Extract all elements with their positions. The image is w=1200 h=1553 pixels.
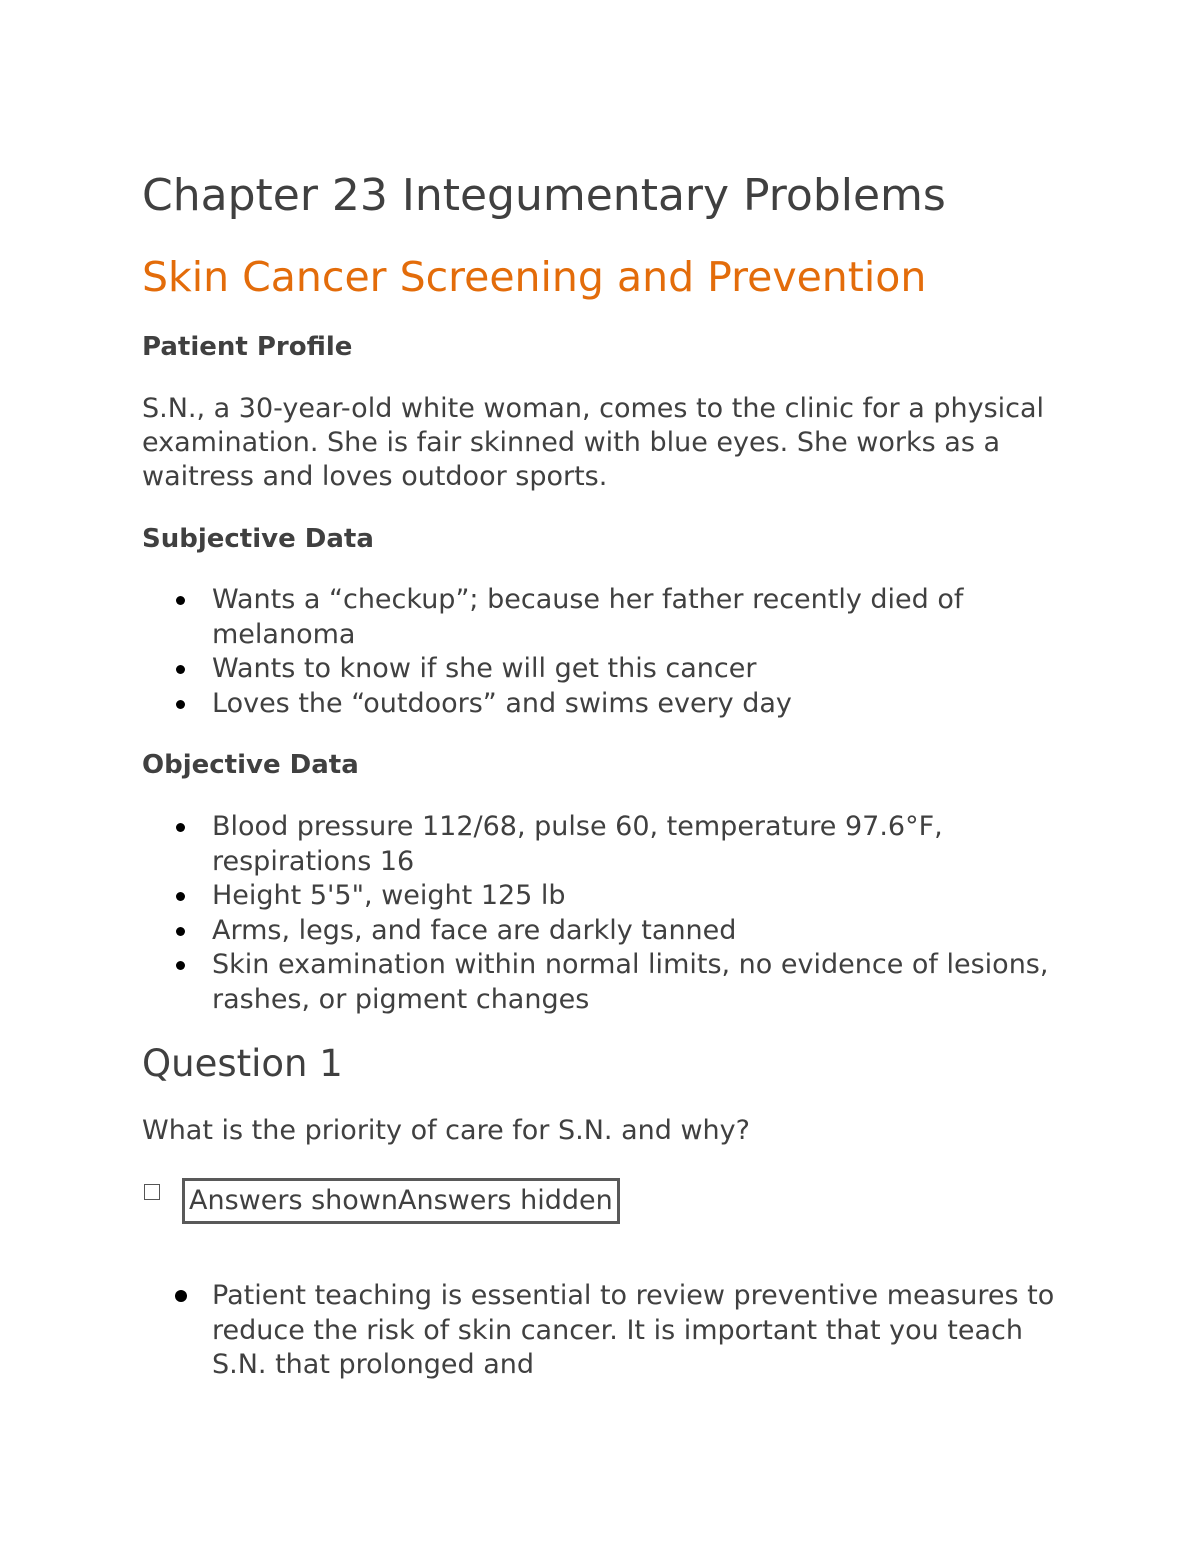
list-item <box>142 948 1062 1017</box>
section-title: Skin Cancer Screening and Prevention <box>142 253 927 301</box>
bullet-icon <box>176 927 185 936</box>
bullet-icon <box>176 961 185 970</box>
answers-list <box>142 1279 1062 1383</box>
list-item-text: Wants to know if she will get this cancer <box>212 653 757 684</box>
bullet-icon <box>176 700 185 709</box>
subjective-data-heading: Subjective Data <box>142 524 374 554</box>
chapter-title: Chapter 23 Integumentary Problems <box>142 170 946 221</box>
list-item-text: Height 5'5", weight 125 lb <box>212 880 566 911</box>
list-item <box>142 687 1062 722</box>
list-item <box>142 1279 1062 1383</box>
bullet-icon <box>176 892 185 901</box>
list-item-text: Wants a “checkup”; because her father recently died of melanoma <box>212 584 964 650</box>
answers-toggle-button[interactable]: Answers shownAnswers hidden <box>182 1178 620 1224</box>
bullet-icon <box>176 823 185 832</box>
bullet-icon <box>175 1290 187 1302</box>
patient-profile-heading: Patient Profile <box>142 332 353 362</box>
patient-profile-text: S.N., a 30-year-old white woman, comes to the clinic for a physical examination. She is fair skinned with blue eyes. She works as a waitress and loves outdoor sports. <box>142 393 1045 492</box>
answer-checkbox[interactable] <box>144 1184 160 1200</box>
question-text: What is the priority of care for S.N. and why? <box>142 1115 750 1146</box>
list-item-text: Arms, legs, and face are darkly tanned <box>212 914 737 946</box>
list-item <box>142 914 1062 949</box>
bullet-icon <box>176 596 185 605</box>
list-item-text: Loves the “outdoors” and swims every day <box>212 687 792 719</box>
objective-data-heading: Objective Data <box>142 750 359 780</box>
list-item <box>142 810 1062 879</box>
bullet-icon <box>176 665 185 674</box>
list-item <box>142 652 1062 687</box>
list-item-text: Patient teaching is essential to review preventive measures to reduce the risk of skin cancer. It is important that you teach S.N. that prolonged and <box>212 1280 1055 1380</box>
question-title: Question 1 <box>142 1042 343 1085</box>
objective-data-list <box>142 810 1062 1017</box>
subjective-data-list <box>142 583 1062 721</box>
list-item <box>142 879 1062 914</box>
list-item-text: Blood pressure 112/68, pulse 60, temperature 97.6°F, respirations 16 <box>212 811 943 877</box>
list-item-text: Skin examination within normal limits, no evidence of lesions, rashes, or pigment changes <box>212 949 1049 1015</box>
list-item <box>142 583 1062 652</box>
